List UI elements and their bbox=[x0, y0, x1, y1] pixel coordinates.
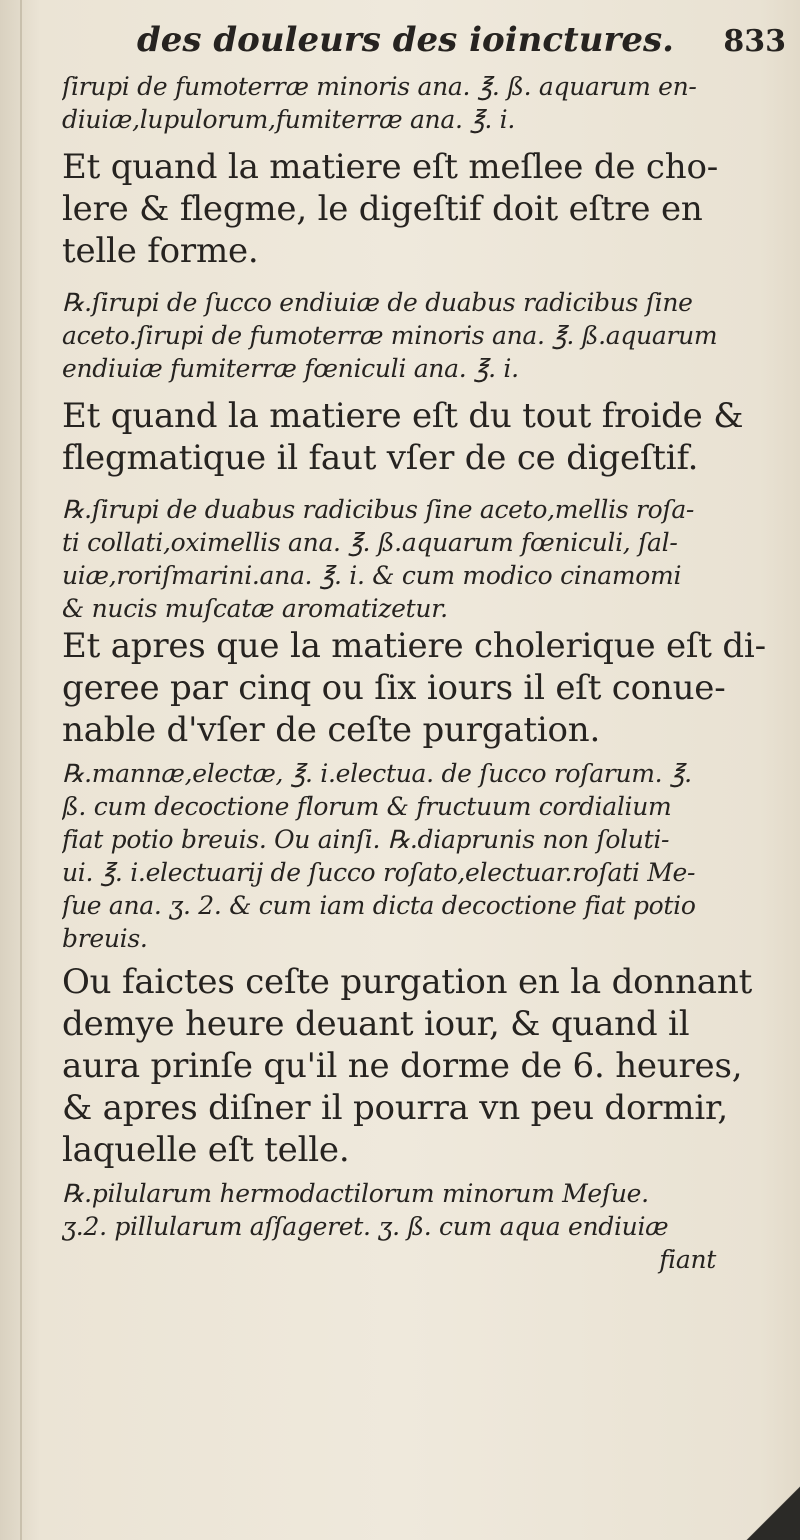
latin-recipe-line: ℞.pilularum hermodactilorum minorum Meſue. bbox=[62, 1179, 649, 1208]
latin-recipe-line: ti collati,oximellis ana. ℥. ß.aquarum fœniculi, ſal- bbox=[62, 528, 678, 557]
latin-recipe-line: ℞.ſirupi de duabus radicibus ſine aceto,mellis roſa- bbox=[62, 495, 695, 524]
french-text-line: lere & flegme, le digeſtif doit eſtre en bbox=[62, 189, 703, 229]
running-header bbox=[62, 18, 786, 64]
french-text-line: laquelle eſt telle. bbox=[62, 1130, 350, 1170]
french-text-line: Ou faictes ceſte purgation en la donnant bbox=[62, 962, 753, 1002]
french-text-line: geree par cinq ou ſix iours il eſt conue- bbox=[62, 668, 726, 708]
page-number: 833 bbox=[723, 24, 786, 59]
running-title: des douleurs des ioinctures. bbox=[137, 20, 674, 60]
latin-recipe-line: fiat potio breuis. Ou ainſi. ℞.diaprunis non ſoluti- bbox=[62, 825, 670, 854]
page-corner-shadow bbox=[740, 1480, 800, 1540]
latin-recipe-line: ß. cum decoctione florum & fructuum cordialium bbox=[62, 792, 672, 821]
latin-recipe-line: endiuiæ fumiterræ fœniculi ana. ℥. i. bbox=[62, 354, 519, 383]
french-text-line: Et apres que la matiere cholerique eſt di- bbox=[62, 626, 766, 666]
french-text-line: Et quand la matiere eſt du tout froide & bbox=[62, 396, 744, 436]
text-column bbox=[62, 18, 786, 1276]
french-text-line: flegmatique il faut vſer de ce digeſtif. bbox=[62, 438, 699, 478]
latin-recipe-line: ſirupi de fumoterræ minoris ana. ℥. ß. aquarum en- bbox=[62, 72, 697, 101]
latin-recipe-line: ſue ana. ʒ. 2. & cum iam dicta decoctione fiat potio bbox=[62, 891, 696, 920]
latin-recipe-line: & nucis muſcatæ aromatizetur. bbox=[62, 594, 448, 623]
latin-recipe-line: uiæ,roriſmarini.ana. ℥. i. & cum modico cinamomi bbox=[62, 561, 682, 590]
latin-recipe-line: aceto.ſirupi de fumoterræ minoris ana. ℥. ß.aquarum bbox=[62, 321, 718, 350]
latin-recipe-line: ℞.mannæ,electæ, ℥. i.electua. de ſucco roſarum. ℥. bbox=[62, 759, 692, 788]
catchword: fiant bbox=[659, 1245, 716, 1274]
latin-recipe-line: ui. ℥. i.electuarij de ſucco roſato,electuar.roſati Me- bbox=[62, 858, 696, 887]
latin-recipe-line: ℞.ſirupi de ſucco endiuiæ de duabus radicibus ſine bbox=[62, 288, 693, 317]
french-text-line: telle forme. bbox=[62, 231, 259, 271]
latin-recipe-line: ʒ.2. pillularum aſſageret. ʒ. ß. cum aqua endiuiæ bbox=[62, 1212, 669, 1241]
french-text-line: nable d'vſer de ceſte purgation. bbox=[62, 710, 601, 750]
french-text-line: & apres diſner il pourra vn peu dormir, bbox=[62, 1088, 728, 1128]
french-text-line: Et quand la matiere eſt meſlee de cho- bbox=[62, 147, 719, 187]
latin-recipe-line: breuis. bbox=[62, 924, 148, 953]
french-text-line: demye heure deuant iour, & quand il bbox=[62, 1004, 690, 1044]
latin-recipe-line: diuiæ,lupulorum,fumiterræ ana. ℥. i. bbox=[62, 105, 516, 134]
binding-gutter bbox=[20, 0, 22, 1540]
french-text-line: aura prinſe qu'il ne dorme de 6. heures, bbox=[62, 1046, 743, 1086]
